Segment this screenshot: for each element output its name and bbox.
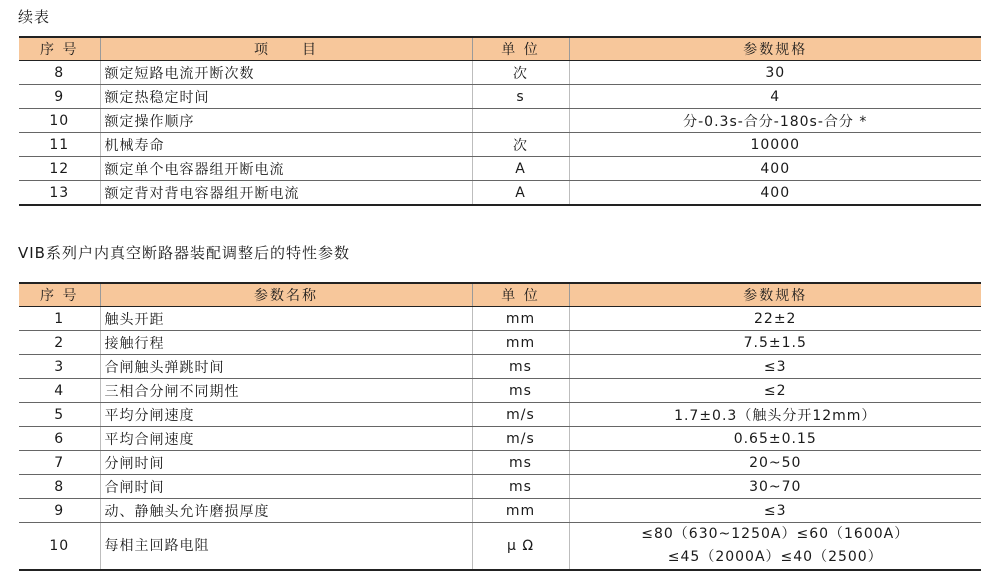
table-row [19, 61, 981, 85]
table-header-row [19, 283, 981, 307]
table-row [19, 307, 981, 331]
cell-spec: 分-0.3s-合分-180s-合分 * [569, 109, 981, 133]
header-no: 序 号 [19, 283, 100, 307]
cell-item: 额定操作顺序 [100, 109, 472, 133]
table-row [19, 379, 981, 403]
cell-unit: 次 [472, 133, 569, 157]
table-row [19, 181, 981, 206]
cell-no: 1 [19, 307, 100, 331]
header-spec: 参数规格 [569, 283, 981, 307]
header-item: 参数名称 [100, 283, 472, 307]
cell-unit: ms [472, 355, 569, 379]
cell-no: 4 [19, 379, 100, 403]
header-item: 项 目 [100, 37, 472, 61]
header-spec: 参数规格 [569, 37, 981, 61]
cell-item: 分闸时间 [100, 451, 472, 475]
table-row [19, 85, 981, 109]
characteristic-parameters-table [19, 282, 981, 571]
cell-unit: 次 [472, 61, 569, 85]
cell-no: 7 [19, 451, 100, 475]
cell-spec: 0.65±0.15 [569, 427, 981, 451]
cell-item: 动、静触头允许磨损厚度 [100, 499, 472, 523]
header-unit: 单 位 [472, 283, 569, 307]
cell-spec: 20~50 [569, 451, 981, 475]
cell-unit: ms [472, 379, 569, 403]
cell-unit: ms [472, 451, 569, 475]
cell-no: 2 [19, 331, 100, 355]
cell-spec: 30~70 [569, 475, 981, 499]
cell-item: 额定背对背电容器组开断电流 [100, 181, 472, 206]
table-row [19, 403, 981, 427]
cell-item: 每相主回路电阻 [100, 523, 472, 571]
cell-unit: m/s [472, 403, 569, 427]
cell-no: 9 [19, 85, 100, 109]
cell-item: 额定热稳定时间 [100, 85, 472, 109]
cell-spec: 10000 [569, 133, 981, 157]
section1-title: 续表 [18, 8, 51, 26]
cell-no: 5 [19, 403, 100, 427]
cell-item: 触头开距 [100, 307, 472, 331]
cell-item: 额定短路电流开断次数 [100, 61, 472, 85]
cell-item: 机械寿命 [100, 133, 472, 157]
cell-unit: m/s [472, 427, 569, 451]
table-row [19, 523, 981, 571]
cell-unit: mm [472, 499, 569, 523]
cell-no: 3 [19, 355, 100, 379]
cell-unit: ms [472, 475, 569, 499]
table-row [19, 355, 981, 379]
header-unit: 单 位 [472, 37, 569, 61]
cell-spec: 1.7±0.3（触头分开12mm） [569, 403, 981, 427]
table-row [19, 475, 981, 499]
cell-no: 8 [19, 61, 100, 85]
cell-item: 平均合闸速度 [100, 427, 472, 451]
cell-no: 11 [19, 133, 100, 157]
header-no: 序 号 [19, 37, 100, 61]
section2-title: VIB系列户内真空断路器装配调整后的特性参数 [18, 244, 350, 262]
cell-spec: 30 [569, 61, 981, 85]
cell-spec: ≤3 [569, 355, 981, 379]
cell-spec: 7.5±1.5 [569, 331, 981, 355]
cell-item: 平均分闸速度 [100, 403, 472, 427]
cell-no: 10 [19, 109, 100, 133]
cell-spec: 400 [569, 157, 981, 181]
table-row [19, 133, 981, 157]
table-row [19, 331, 981, 355]
cell-unit: A [472, 181, 569, 206]
cell-spec: ≤3 [569, 499, 981, 523]
cell-unit: A [472, 157, 569, 181]
cell-unit: s [472, 85, 569, 109]
cell-item: 三相合分闸不同期性 [100, 379, 472, 403]
cell-unit: mm [472, 331, 569, 355]
cell-spec-line1: ≤80（630~1250A）≤60（1600A） [641, 526, 910, 542]
cell-no: 9 [19, 499, 100, 523]
cell-unit: mm [472, 307, 569, 331]
cell-no: 12 [19, 157, 100, 181]
cell-unit: μ Ω [472, 523, 569, 571]
cell-item: 合闸时间 [100, 475, 472, 499]
table-row [19, 157, 981, 181]
table-row [19, 427, 981, 451]
cell-no: 8 [19, 475, 100, 499]
cell-item: 接触行程 [100, 331, 472, 355]
cell-spec: 400 [569, 181, 981, 206]
table-row [19, 109, 981, 133]
table-row [19, 499, 981, 523]
cell-spec-line2: ≤45（2000A）≤40（2500） [667, 549, 883, 565]
rated-parameters-table [19, 36, 981, 206]
cell-spec: 22±2 [569, 307, 981, 331]
table-header-row [19, 37, 981, 61]
cell-no: 10 [19, 523, 100, 571]
cell-spec [569, 523, 981, 571]
cell-item: 额定单个电容器组开断电流 [100, 157, 472, 181]
cell-spec: ≤2 [569, 379, 981, 403]
cell-no: 6 [19, 427, 100, 451]
cell-item: 合闸触头弹跳时间 [100, 355, 472, 379]
cell-unit [472, 109, 569, 133]
cell-no: 13 [19, 181, 100, 206]
table-row [19, 451, 981, 475]
cell-spec: 4 [569, 85, 981, 109]
